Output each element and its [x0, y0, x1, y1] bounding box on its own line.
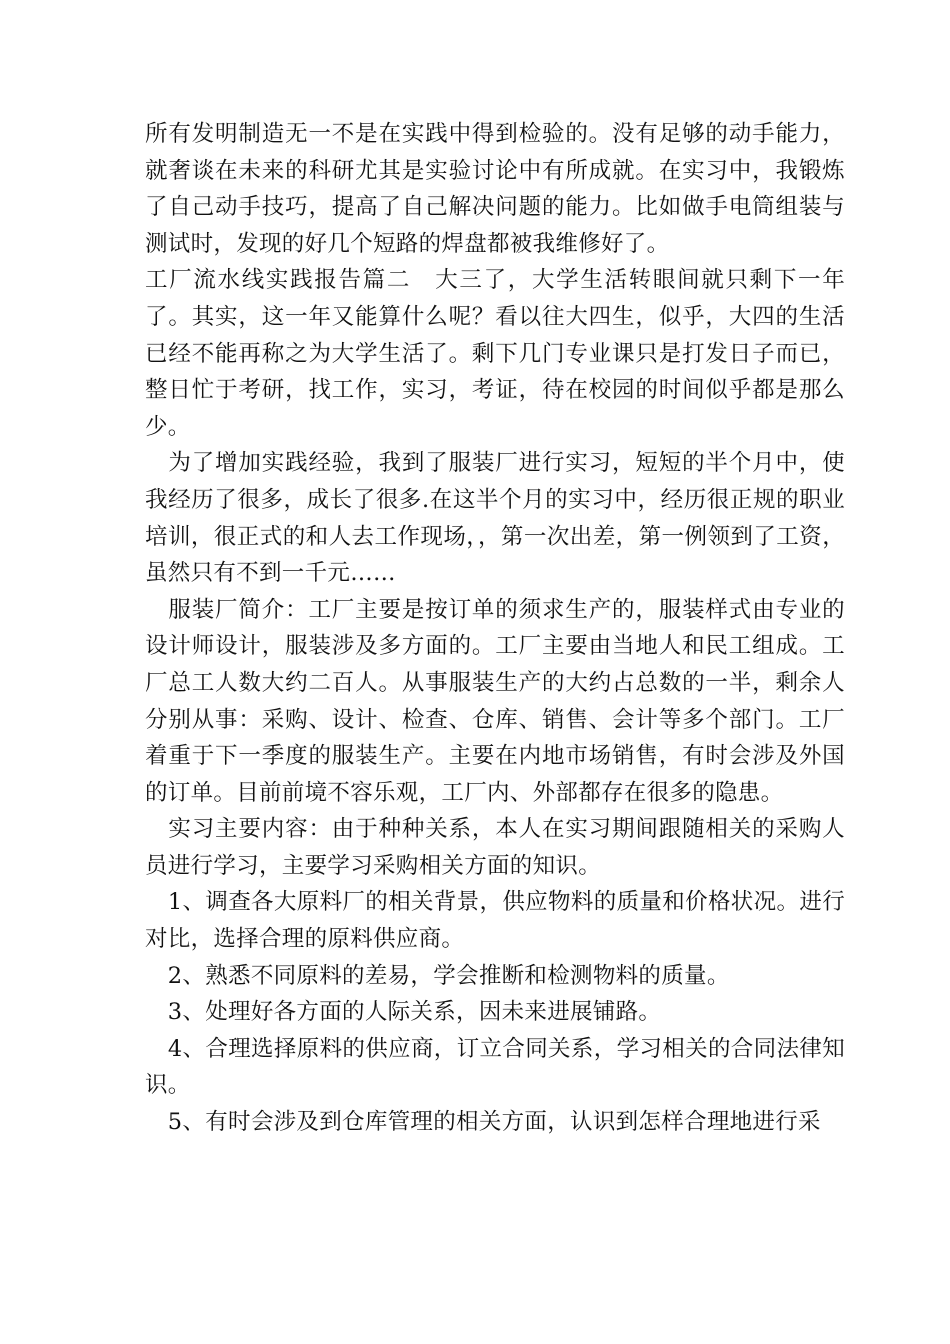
paragraph-1: 所有发明制造无一不是在实践中得到检验的。没有足够的动手能力，就奢谈在未来的科研尤其是实验讨论中有所成就。在实习中，我锻炼了自己动手技巧，提高了自己解决问题的能力。比如做手电筒组装与测试时，发现的好几个短路的焊盘都被我维修好了。: [145, 121, 845, 257]
list-item-3: 3、处理好各方面的人际关系，因未来进展铺路。: [145, 999, 662, 1026]
list-item-4: 4、合理选择原料的供应商，订立合同关系，学习相关的合同法律知识。: [145, 1035, 845, 1099]
paragraph-4: 服装厂简介：工厂主要是按订单的须求生产的，服装样式由专业的设计师设计，服装涉及多方面的。工厂主要由当地人和民工组成。工厂总工人数大约二百人。从事服装生产的大约占总数的一半，剩余人分别从事：采购、设计、检查、仓库、销售、会计等多个部门。工厂着重于下一季度的服装生产。主要在内地市场销售，有时会涉及外国的订单。目前前境不容乐观，工厂内、外部都存在很多的隐患。: [145, 596, 845, 806]
list-item-5: 5、有时会涉及到仓库管理的相关方面，认识到怎样合理地进行采: [145, 1109, 821, 1136]
document-body: [145, 116, 845, 1141]
paragraph-2: 工厂流水线实践报告篇二 大三了，大学生活转眼间就只剩下一年了。其实，这一年又能算什么呢？看以往大四生，似乎，大四的生活已经不能再称之为大学生活了。剩下几门专业课只是打发日子而已，整日忙于考研，找工作，实习，考证，待在校园的时间似乎都是那么少。: [145, 267, 845, 440]
list-item-1: 1、调查各大原料厂的相关背景，供应物料的质量和价格状况。进行对比，选择合理的原料供应商。: [145, 889, 845, 953]
paragraph-5: 实习主要内容：由于种种关系，本人在实习期间跟随相关的采购人员进行学习，主要学习采购相关方面的知识。: [145, 816, 845, 879]
list-item-2: 2、熟悉不同原料的差易，学会推断和检测物料的质量。: [145, 962, 730, 989]
paragraph-3: 为了增加实践经验，我到了服装厂进行实习，短短的半个月中，使我经历了很多，成长了很多.在这半个月的实习中，经历很正规的职业培训，很正式的和人去工作现场，，第一次出差，第一例领到了工资，虽然只有不到一千元……: [145, 450, 845, 587]
